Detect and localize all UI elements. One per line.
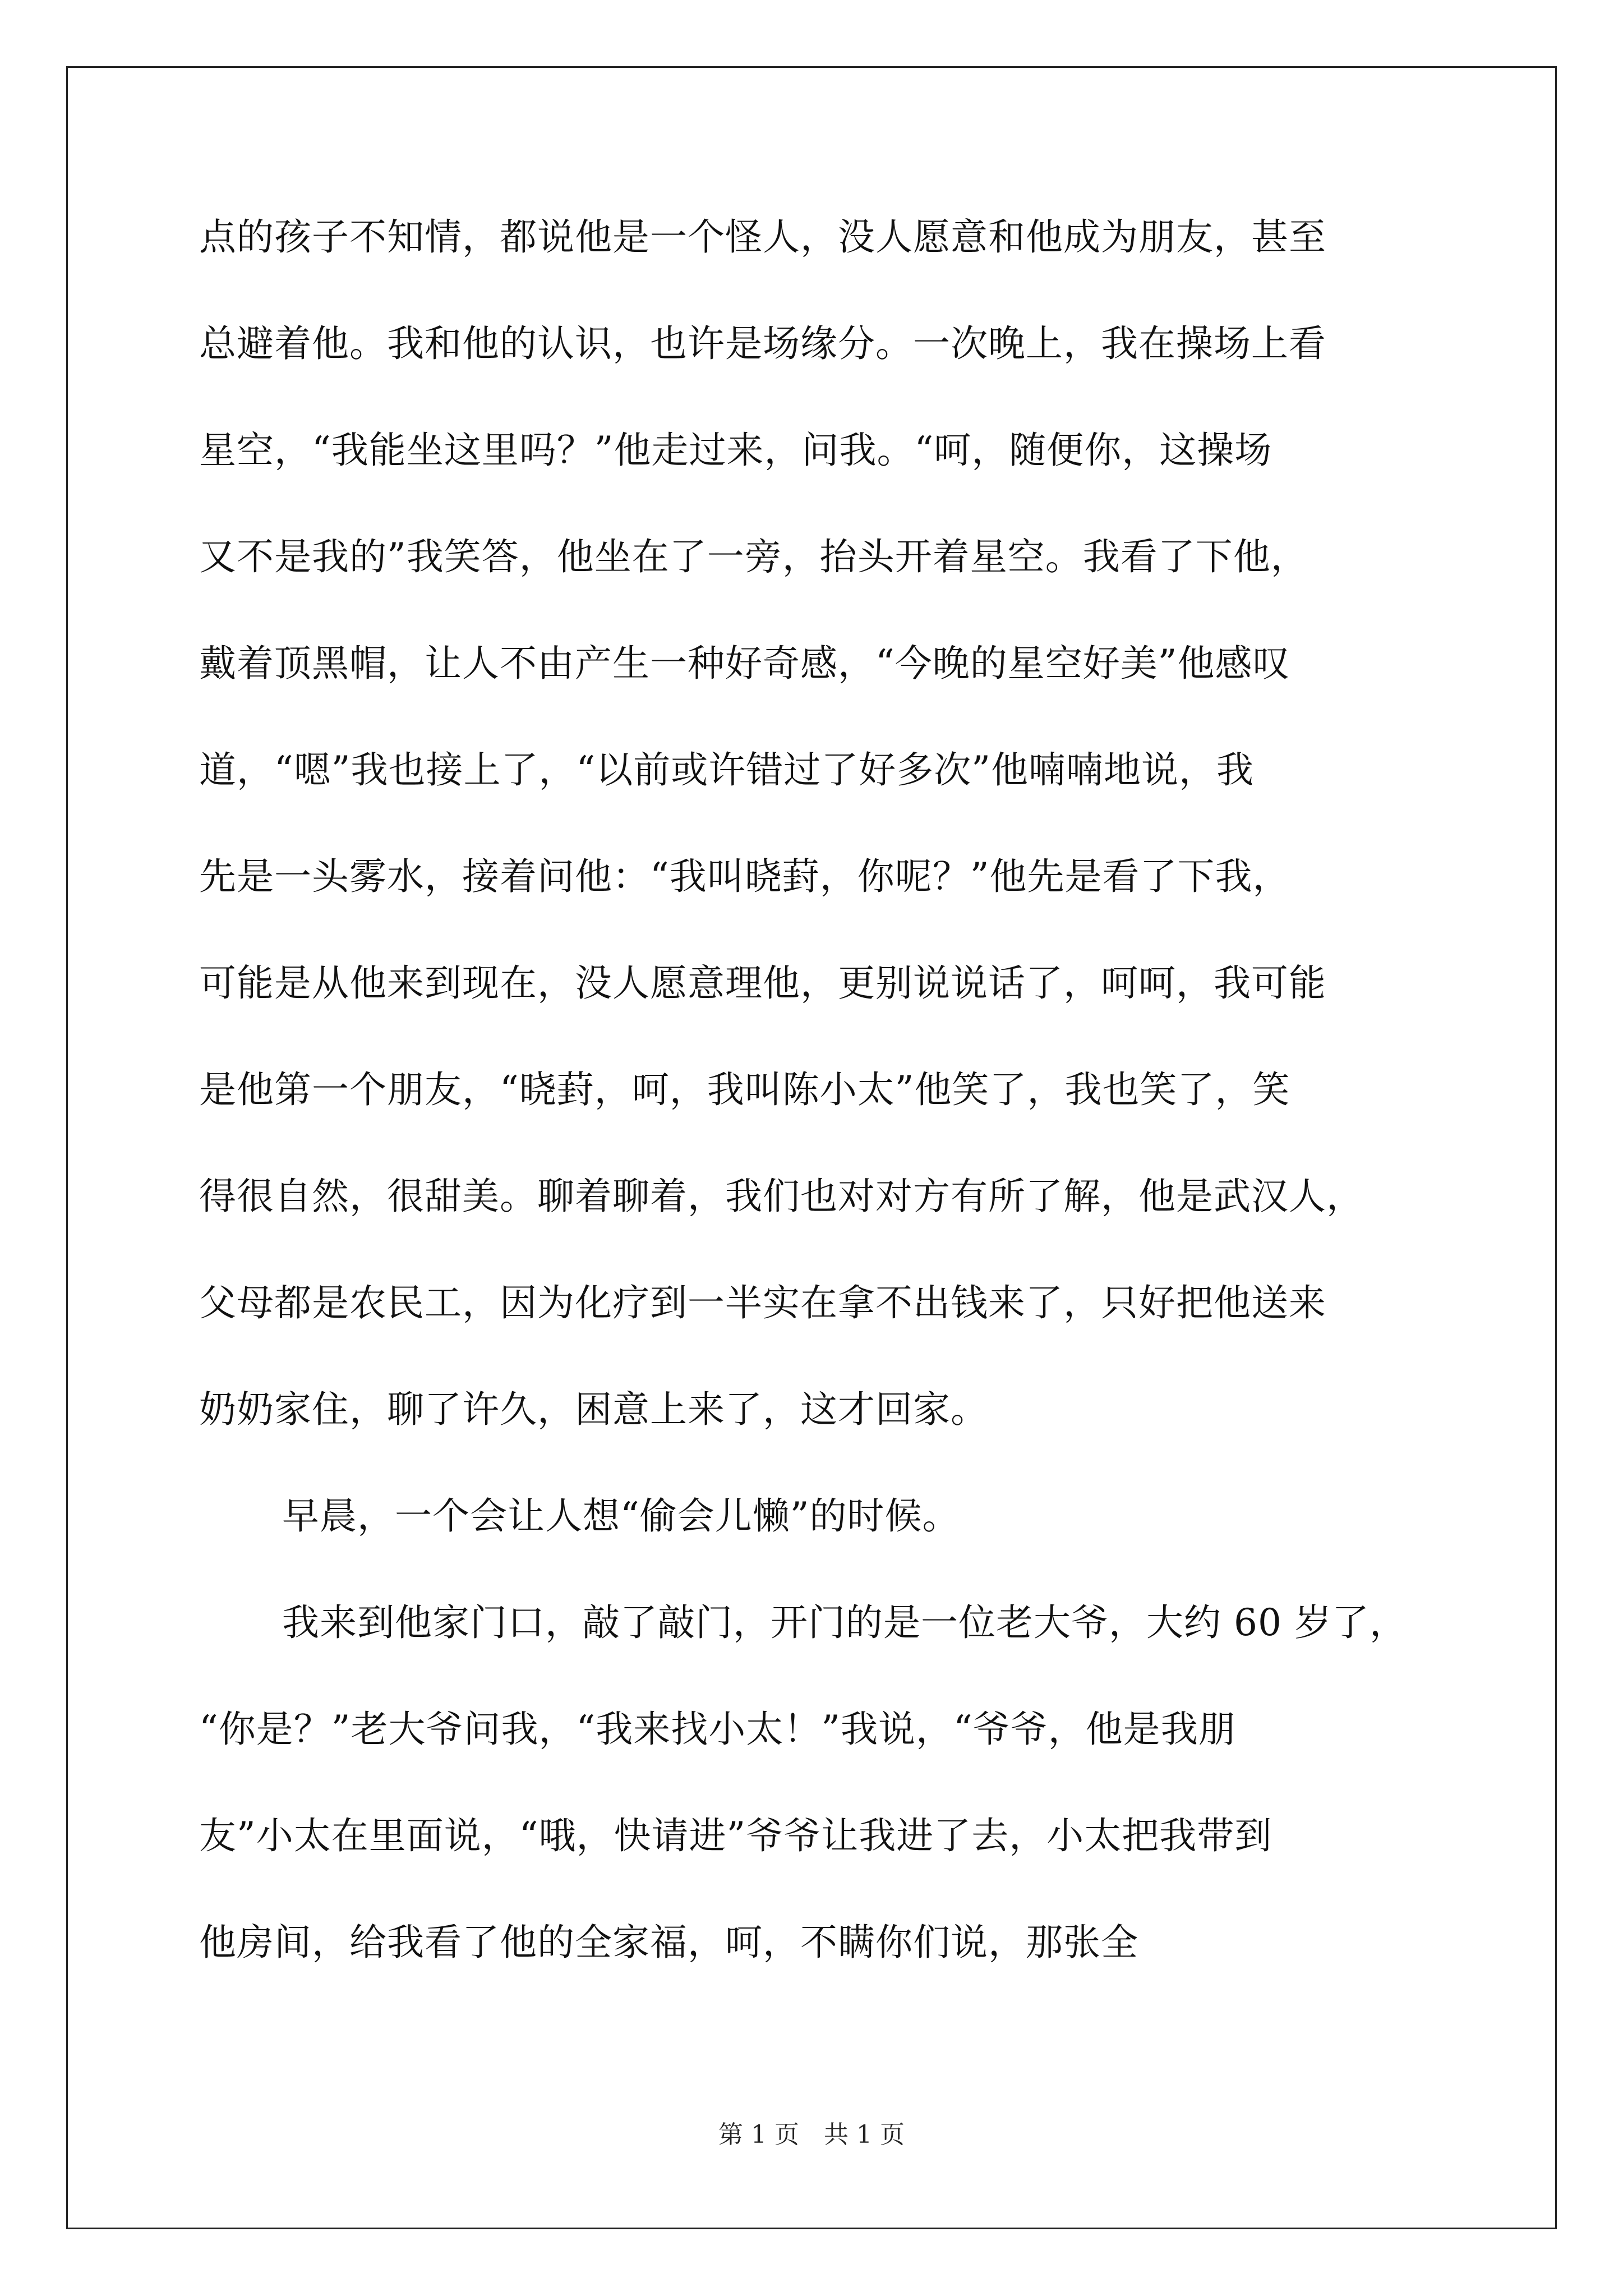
text-line: 父母都是农民工，因为化疗到一半实在拿不出钱来了，只好把他送来: [199, 1281, 1326, 1324]
text-line: 他房间，给我看了他的全家福，呵，不瞒你们说，那张全: [199, 1921, 1138, 1964]
text-line: 奶奶家住，聊了许久，困意上来了，这才回家。: [199, 1388, 988, 1431]
text-line: 点的孩子不知情，都说他是一个怪人，没人愿意和他成为朋友，甚至: [199, 215, 1326, 259]
text-line: 戴着顶黑帽，让人不由产生一种好奇感，“今晚的星空好美”他感叹: [199, 642, 1290, 685]
document-body: [199, 212, 1467, 2024]
text-line: 是他第一个朋友，“晓葑，呵，我叫陈小太”他笑了，我也笑了，笑: [199, 1068, 1290, 1111]
text-line: 又不是我的”我笑答，他坐在了一旁，抬头开着星空。我看了下他，: [199, 535, 1308, 578]
text-line: 道，“嗯”我也接上了，“以前或许错过了好多次”他喃喃地说，我: [199, 748, 1254, 792]
page-footer: 第 1 页 共 1 页: [718, 2120, 905, 2149]
text-line: 得很自然，很甜美。聊着聊着，我们也对对方有所了解，他是武汉人，: [199, 1175, 1364, 1218]
paragraph-start-line: 我来到他家门口，敲了敲门，开门的是一位老大爷，大约 60 岁了，: [282, 1601, 1407, 1644]
text-line: 友”小太在里面说，“哦，快请进”爷爷让我进了去，小太把我带到: [199, 1814, 1272, 1857]
paragraph-start-line: 早晨，一个会让人想“偷会儿懒”的时候。: [282, 1494, 960, 1538]
text-line: 先是一头雾水，接着问他：“我叫晓葑，你呢？”他先是看了下我，: [199, 855, 1290, 898]
text-line: 总避着他。我和他的认识，也许是场缘分。一次晚上，我在操场上看: [199, 322, 1326, 365]
text-line: 星空，“我能坐这里吗？”他走过来，问我。“呵，随便你，这操场: [199, 429, 1272, 472]
text-line: 可能是从他来到现在，没人愿意理他，更别说说话了，呵呵，我可能: [199, 961, 1326, 1005]
text-line: “你是？”老大爷问我，“我来找小太！”我说，“爷爷，他是我朋: [199, 1708, 1236, 1751]
